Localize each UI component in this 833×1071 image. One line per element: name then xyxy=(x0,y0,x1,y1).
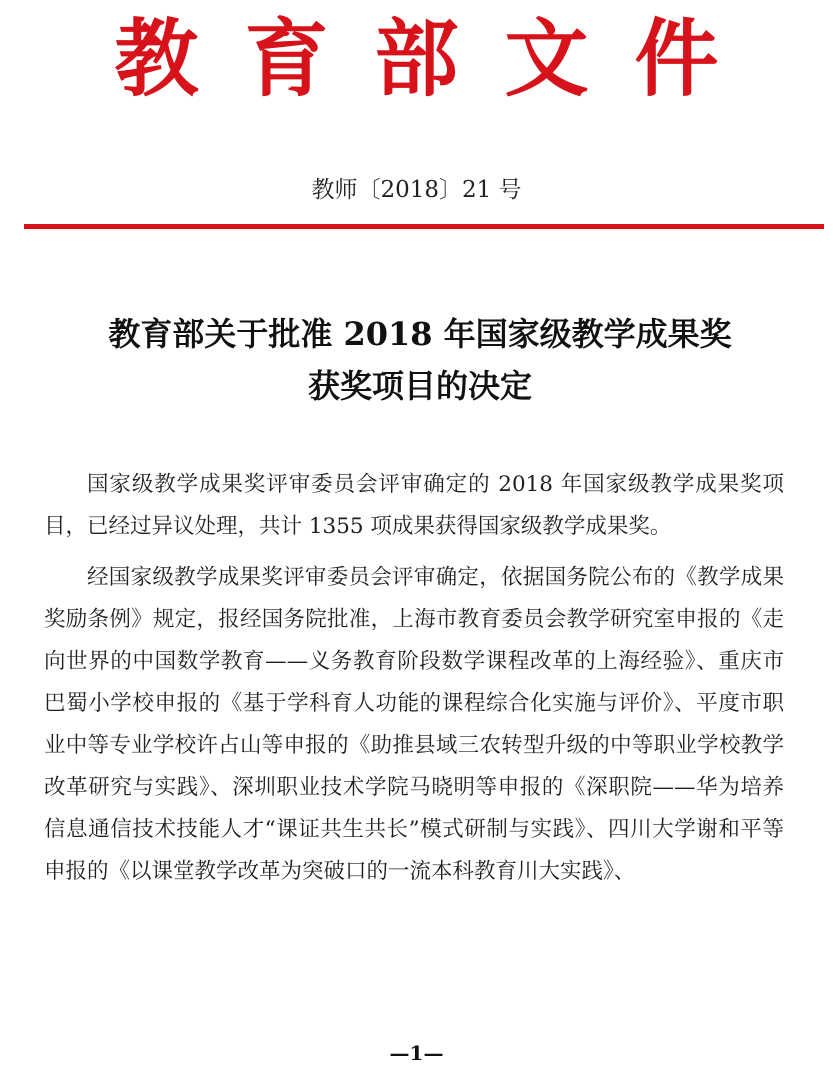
document-title xyxy=(40,308,800,412)
document-number: 教师〔2018〕21 号 xyxy=(311,177,522,203)
red-divider-line xyxy=(24,224,824,229)
document-body xyxy=(44,464,784,902)
title-line-2: 获奖项目的决定 xyxy=(307,367,532,405)
body-paragraph-2: 经国家级教学成果奖评审委员会评审确定，依据国务院公布的《教学成果奖励条例》规定，报经国务院批准，上海市教育委员会教学研究室申报的《走向世界的中国数学教育——义务教育阶段数学课程改革的上海经验》、重庆市巴蜀小学校申报的《基于学科育人功能的课程综合化实施与评价》、平度市职业中等专业学校许占山等申报的《助推县域三农转型升级的中等职业学校教学改革研究与实践》、深圳职业技术学院马晓明等申报的《深职院——华为培养信息通信技术技能人才“课证共生共长”模式研制与实践》、四川大学谢和平等申报的《以课堂教学改革为突破口的一流本科教育川大实践》、 xyxy=(44,565,784,884)
title-line-1: 教育部关于批准 2018 年国家级教学成果奖 xyxy=(108,315,732,353)
body-paragraph-1: 国家级教学成果奖评审委员会评审确定的 2018 年国家级教学成果奖项目，已经过异议处理，共计 1355 项成果获得国家级教学成果奖。 xyxy=(44,472,784,539)
page-number: —1— xyxy=(389,1041,444,1065)
document-masthead: 教育部文件 xyxy=(114,10,765,108)
